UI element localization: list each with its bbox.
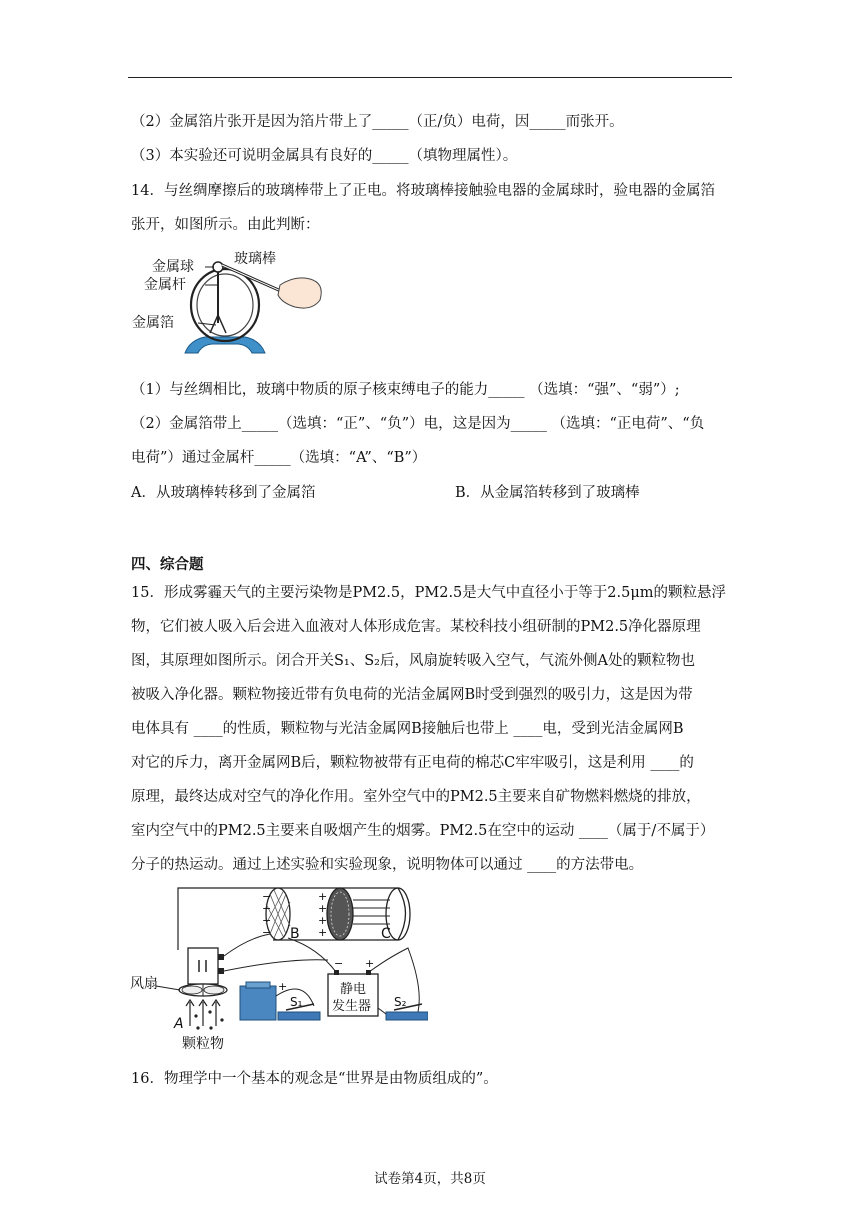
charge-b-3: − — [262, 914, 272, 927]
q16-stem: 16．物理学中一个基本的观念是“世界是由物质组成的”。 — [131, 1071, 498, 1087]
charge-c-2: + — [318, 902, 328, 915]
label-particles: 颗粒物 — [182, 1036, 224, 1052]
q14-stem-line1: 14．与丝绸摩擦后的玻璃棒带上了正电。将玻璃棒接触验电器的金属球时，验电器的金属箔 — [131, 183, 715, 199]
label-generator-line1: 静电 — [340, 982, 367, 997]
label-point-a: A — [174, 1016, 184, 1032]
label-metal-foil: 金属箔 — [132, 315, 174, 331]
q15-line-3: 图，其原理如图所示。闭合开关S₁、S₂后，风扇旋转吸入空气，气流外侧A处的颗粒物也 — [131, 653, 695, 669]
purifier-figure — [128, 878, 428, 1053]
q15-line-1: 15．形成雾霾天气的主要污染物是PM2.5，PM2.5是大气中直径小于等于2.5μm的颗粒悬浮 — [131, 585, 727, 601]
label-glass-rod: 玻璃棒 — [234, 251, 276, 267]
q14-sub1: （1）与丝绸相比，玻璃中物质的原子核束缚电子的能力_____ （选填：“强”、“弱”）; — [131, 382, 680, 398]
label-mesh-b: B — [290, 926, 300, 942]
q14-sub2-line2: 电荷”）通过金属杆_____（选填：“A”、“B”） — [131, 450, 427, 466]
label-fan: 风扇 — [130, 976, 158, 992]
q15-line-5: 电体具有 ____的性质，颗粒物与光洁金属网B接触后也带上 ____电，受到光洁金属网B — [131, 721, 684, 737]
generator-plus: + — [365, 957, 375, 970]
electroscope-figure — [130, 245, 330, 370]
header-rule — [128, 77, 732, 78]
q15-line-6: 对它的斥力，离开金属网B后，颗粒物被带有正电荷的棉芯C牢牢吸引，这是利用 ____的 — [131, 755, 694, 771]
q15-line-9: 分子的热运动。通过上述实验和实验现象，说明物体可以通过 ____的方法带电。 — [131, 857, 644, 873]
battery-plus: + — [278, 980, 288, 993]
q14-stem-line2: 张开，如图所示。由此判断： — [131, 217, 320, 233]
label-core-c: C — [381, 926, 391, 942]
q15-line-2: 物，它们被人吸入后会进入血液对人体形成危害。某校科技小组研制的PM2.5净化器原理 — [131, 619, 701, 635]
label-metal-stem: 金属杆 — [144, 277, 186, 293]
label-generator-line2: 发生器 — [332, 999, 372, 1014]
page-footer: 试卷第4页，共8页 — [374, 1171, 486, 1187]
q14-option-b: B．从金属箔转移到了玻璃棒 — [455, 485, 640, 501]
charge-b-2: − — [262, 902, 272, 915]
q13-sub2: （2）金属箔片张开是因为箔片带上了_____（正/负）电荷，因_____而张开。 — [131, 114, 624, 130]
label-switch-s2: S₂ — [394, 995, 407, 1009]
q14-sub2-line1: （2）金属箔带上_____（选填：“正”、“负”）电，这是因为_____ （选填：“正电荷”、“负 — [131, 416, 705, 432]
label-metal-ball: 金属球 — [152, 259, 194, 275]
label-switch-s1: S₁ — [290, 995, 303, 1009]
charge-c-3: + — [318, 914, 328, 927]
charge-c-1: + — [318, 890, 328, 903]
charge-c-4: + — [318, 926, 328, 939]
q13-sub3: （3）本实验还可说明金属具有良好的_____（填物理属性）。 — [131, 148, 518, 164]
q15-line-4: 被吸入净化器。颗粒物接近带有负电荷的光洁金属网B时受到强烈的吸引力，这是因为带 — [131, 687, 693, 703]
q15-line-8: 室内空气中的PM2.5主要来自吸烟产生的烟雾。PM2.5在空中的运动 ____（属于/不属于） — [131, 823, 715, 839]
generator-minus: − — [334, 957, 344, 970]
section4-title: 四、综合题 — [131, 556, 204, 573]
charge-b-1: − — [262, 890, 272, 903]
q15-line-7: 原理，最终达成对空气的净化作用。室外空气中的PM2.5主要来自矿物燃料燃烧的排放， — [131, 789, 701, 805]
q14-option-a: A．从玻璃棒转移到了金属箔 — [131, 485, 316, 501]
charge-b-4: − — [262, 926, 272, 939]
